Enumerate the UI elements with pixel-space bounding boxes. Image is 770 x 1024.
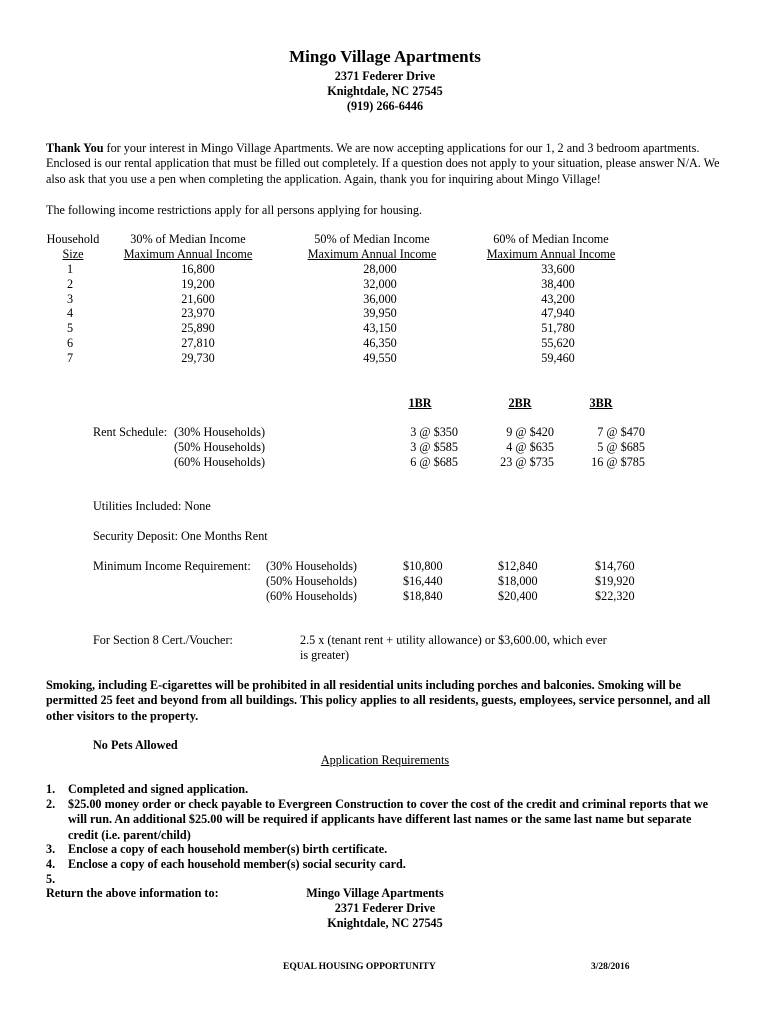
header-address-line1: 2371 Federer Drive [334,69,436,83]
income-limit-cell: 33,600 [541,262,575,276]
income-limit-cell: 32,000 [363,276,397,291]
income-intro: The following income restrictions apply for all persons applying for housing. [46,203,423,217]
equal-housing-notice: EQUAL HOUSING OPPORTUNITY [283,962,436,972]
income-limit-cell: 47,940 [541,306,575,321]
min-income-cell: $20,400 [498,589,538,603]
income-limit-cell: 55,620 [541,336,575,350]
req-item: Enclose a copy of each household member(s) social security card. [68,857,406,871]
req-item: Completed and signed application. [68,782,249,796]
req-number: 4. [46,857,56,871]
min-income-cell: $22,320 [595,589,635,603]
header-phone: (919) 266-6446 [346,99,424,113]
min-income-cell: $10,800 [403,559,443,573]
income-limit-cell: 23,970 [181,306,215,321]
income-limit-cell: 19,200 [181,276,215,291]
income-limit-cell: 21,600 [181,291,215,306]
min-income-cell: $19,920 [595,574,635,588]
smoking-policy: Smoking, including E-cigarettes will be prohibited in all residential units including porches and balconies. Smoking will be permitted 25 feet and beyond from all buildings. This policy applies to all residents, guests, employees, service personnel, and all other visitors to the property. [46,678,711,723]
col-header-30-sub: Maximum Annual Income [123,247,253,261]
header-address-line2: Knightdale, NC 27545 [327,84,443,98]
col-header-60: 60% of Median Income [493,232,609,246]
income-limit-cell: 16,800 [181,262,215,276]
col-header-50: 50% of Median Income [314,232,430,246]
rent-cell: 3 @ $585 [410,440,458,454]
req-number: 3. [46,842,56,856]
income-limit-cell: 28,000 [363,262,397,276]
intro-paragraph [46,141,730,187]
income-limit-cell: 27,810 [181,336,215,350]
intro-lead: Thank You [46,141,104,155]
col-header-50-sub: Maximum Annual Income [307,247,437,261]
return-address-line1: 2371 Federer Drive [334,901,436,915]
intro-body: for your interest in Mingo Village Apartments. We are now accepting applications for our 1, 2 and 3 bedroom apartments. Enclosed is our rental application that must be filled out completely. If a question does not apply to your situation, please answer N/A. We also ask that you use a pen when completing the application. Again, thank you for inquiring about Mingo Village! [46,141,720,186]
security-deposit: Security Deposit: One Months Rent [93,529,268,543]
section8-rule-line2: is greater) [300,648,350,662]
req-number: 1. [46,782,56,796]
rent-cell: 9 @ $420 [506,425,554,439]
income-limit-cell: 29,730 [181,350,215,365]
page-title: Mingo Village Apartments [289,47,481,66]
col-header-30: 30% of Median Income [130,232,246,246]
min-income-row-label: (30% Households) [265,559,357,573]
income-limit-cell: 39,950 [363,306,397,321]
req-number: 2. [46,797,56,811]
req-item: $25.00 money order or check payable to Evergreen Construction to cover the cost of the credit and criminal reports that we will run. An additional $25.00 will be required if applicants have different last names or the same last name but separate credit (i.e. parent/child) [68,797,709,842]
income-limit-cell: 49,550 [363,350,397,365]
section8-rule-line1: 2.5 x (tenant rent + utility allowance) or $3,600.00, which ever [300,633,607,647]
income-limit-cell: 46,350 [363,336,397,350]
household-size-cell: 7 [66,350,74,365]
return-label: Return the above information to: [46,886,219,900]
return-name: Mingo Village Apartments [306,886,444,900]
household-size-cell: 5 [66,321,74,336]
req-item: Enclose a copy of each household member(s) birth certificate. [68,842,388,856]
rent-schedule-label: Rent Schedule: [93,425,168,439]
household-size-cell: 2 [66,276,74,291]
rent-cell: 23 @ $735 [500,455,554,469]
no-pets-notice: No Pets Allowed [93,738,178,752]
min-income-cell: $16,440 [403,574,443,588]
rent-row-label: (50% Households) [174,440,266,454]
rent-cell: 5 @ $685 [597,440,645,454]
household-size-cell: 4 [66,306,74,321]
utilities-included: Utilities Included: None [93,499,211,513]
min-income-row-label: (60% Households) [265,589,357,603]
household-size-cell: 6 [66,336,74,350]
income-limit-cell: 43,200 [541,291,575,306]
income-limit-cell: 36,000 [363,291,397,306]
min-income-cell: $12,840 [498,559,538,573]
household-size-cell: 1 [66,262,74,276]
col-header-2br: 2BR [508,396,532,410]
rent-cell: 7 @ $470 [597,425,645,439]
income-limit-cell: 51,780 [541,321,575,336]
col-header-size: Size [62,247,84,261]
income-limit-cell: 43,150 [363,321,397,336]
min-income-label: Minimum Income Requirement: [93,559,251,573]
rent-cell: 3 @ $350 [410,425,458,439]
min-income-cell: $18,840 [403,589,443,603]
min-income-cell: $14,760 [595,559,635,573]
min-income-row-label: (50% Households) [265,574,357,588]
col-header-household: Household [46,232,100,246]
rent-cell: 16 @ $785 [591,455,645,469]
income-limit-cell: 25,890 [181,321,215,336]
household-size-cell: 3 [66,291,74,306]
col-header-60-sub: Maximum Annual Income [486,247,616,261]
rent-row-label: (60% Households) [174,455,266,469]
col-header-3br: 3BR [589,396,613,410]
rent-cell: 4 @ $635 [506,440,554,454]
return-address-line2: Knightdale, NC 27545 [327,916,443,930]
col-header-1br: 1BR [408,396,432,410]
min-income-cell: $18,000 [498,574,538,588]
income-limit-cell: 38,400 [541,276,575,291]
requirements-heading: Application Requirements [320,753,450,767]
section8-label: For Section 8 Cert./Voucher: [93,633,233,647]
req-number: 5. [46,872,56,886]
revision-date: 3/28/2016 [591,962,630,972]
rent-cell: 6 @ $685 [410,455,458,469]
income-limit-cell: 59,460 [541,350,575,365]
rent-row-label: (30% Households) [174,425,266,439]
